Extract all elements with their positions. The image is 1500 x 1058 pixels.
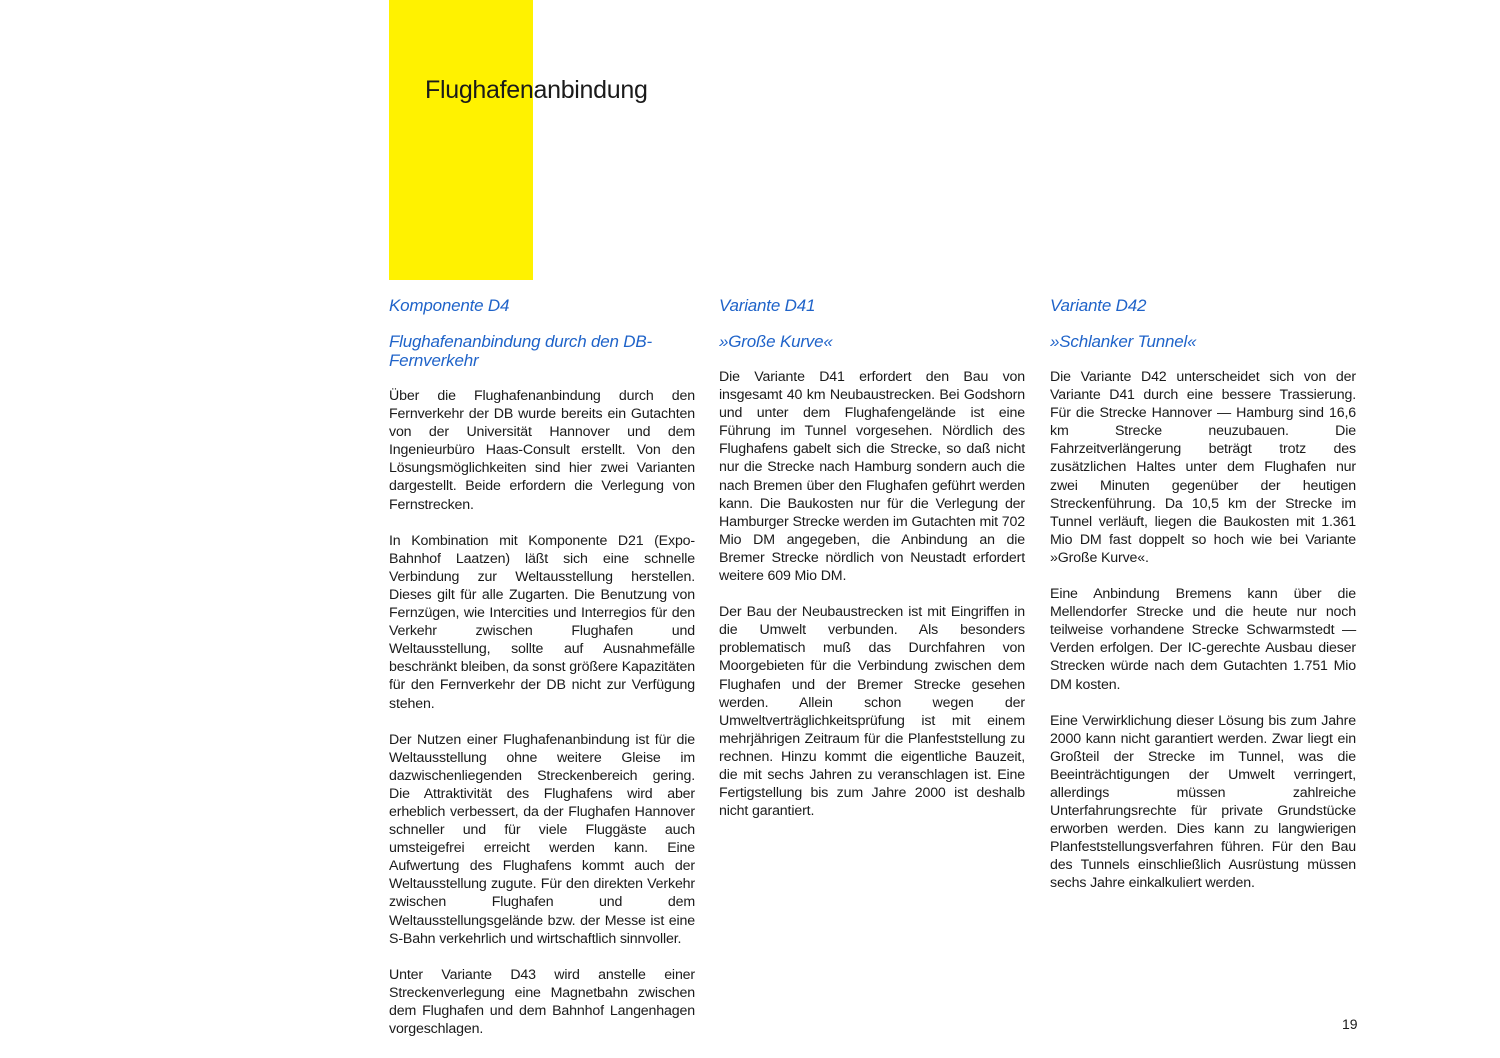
column-variante-d42 <box>1050 296 1356 911</box>
column-komponente-d4 <box>389 296 695 1056</box>
column-heading: Variante D41 <box>719 296 816 315</box>
page-number: 19 <box>1342 1016 1358 1032</box>
body-paragraph: Eine Verwirklichung dieser Lösung bis zum Jahre 2000 kann nicht garantiert werden. Zwar liegt ein Großteil der Strecke im Tunnel, was die Beeinträchtigungen der Umwelt verringert, allerdings müssen zahlreiche Unterfahrungsrechte für private Grundstücke erworben werden. Dies kann zu langwierigen Planfeststellungsverfahren führen. Für den Bau des Tunnels einschließlich Ausrüstung müssen sechs Jahre einkalkuliert werden. <box>1050 712 1356 892</box>
column-subheading: Flughafenanbindung durch den DB-Fernverkehr <box>389 332 652 370</box>
body-paragraph: Eine Anbindung Bremens kann über die Mellendorfer Strecke und die heute nur noch teilweise vorhandene Strecke Schwarmstedt — Verden erfolgen. Der IC-gerechte Ausbau dieser Strecken würde nach dem Gutachten 1.751 Mio DM kosten. <box>1050 586 1356 693</box>
column-subheading: »Große Kurve« <box>719 332 833 351</box>
body-paragraph: Der Bau der Neubaustrecken ist mit Eingriffen in die Umwelt verbunden. Als besonders problematisch muß das Durchfahren von Moorgebieten für die Verbindung zwischen dem Flughafen und der Bremer Strecke gesehen werden. Allein schon wegen der Umweltverträglichkeitsprüfung ist mit einem mehrjährigen Zeitraum für die Planfeststellung zu rechnen. Hinzu kommt die eigentliche Bauzeit, die mit sechs Jahren zu veranschlagen ist. Eine Fertigstellung bis zum Jahre 2000 ist deshalb nicht garantiert. <box>719 604 1025 820</box>
column-subheading: »Schlanker Tunnel« <box>1050 332 1197 351</box>
yellow-accent-block <box>389 0 533 280</box>
body-paragraph: Die Variante D42 unterscheidet sich von der Variante D41 durch eine bessere Trassierung. Für die Strecke Hannover — Hamburg sind 16,6 km Strecke neuzubauen. Die Fahrzeitverlängerung beträgt trotz des zusätzlichen Haltes unter dem Flughafen nur zwei Minuten gegenüber der heutigen Streckenführung. Da 10,5 km der Strecke im Tunnel verläuft, liegen die Baukosten mit 1.361 Mio DM fast doppelt so hoch wie bei Variante »Große Kurve«. <box>1050 369 1356 566</box>
body-paragraph: Unter Variante D43 wird anstelle einer Streckenverlegung eine Magnetbahn zwischen dem Flughafen und dem Bahnhof Langenhagen vorgeschlagen. <box>389 966 695 1037</box>
page-title: Flughafenanbindung <box>425 76 648 104</box>
column-heading: Komponente D4 <box>389 296 510 315</box>
column-heading: Variante D42 <box>1050 296 1147 315</box>
body-paragraph: Der Nutzen einer Flughafenanbindung ist für die Weltausstellung ohne weitere Gleise im dazwischenliegenden Streckenbereich gering. Die Attraktivität des Flughafens wird aber erheblich verbessert, da der Flughafen Hannover schneller und für viele Fluggäste auch umsteigefrei erreicht werden kann. Eine Aufwertung des Flughafens kommt auch der Weltausstellung zugute. Für den direkten Verkehr zwischen Flughafen und dem Weltausstellungsgelände bzw. der Messe ist eine S-Bahn verkehrlich und wirtschaftlich sinnvoller. <box>389 731 695 947</box>
body-paragraph: In Kombination mit Komponente D21 (Expo-Bahnhof Laatzen) läßt sich eine schnelle Verbindung zur Weltausstellung herstellen. Dieses gilt für alle Zugarten. Die Benutzung von Fernzügen, wie Intercities und Interregios für den Verkehr zwischen Flughafen und Weltausstellung, sollte auf Ausnahmefälle beschränkt bleiben, da sonst größere Kapazitäten für den Fernverkehr der DB nicht zur Verfügung stehen. <box>389 532 695 712</box>
body-paragraph: Die Variante D41 erfordert den Bau von insgesamt 40 km Neubaustrecken. Bei Godshorn und unter dem Flughafengelände ist eine Führung im Tunnel vorgesehen. Nördlich des Flughafens gabelt sich die Strecke, so daß nicht nur die Strecke nach Hamburg sondern auch die nach Bremen über den Flughafen geführt werden kann. Die Baukosten nur für die Verlegung der Hamburger Strecke werden im Gutachten mit 702 Mio DM angegeben, die Anbindung an die Bremer Strecke nördlich von Neustadt erfordert weitere 609 Mio DM. <box>719 369 1025 585</box>
column-variante-d41 <box>719 296 1025 838</box>
body-paragraph: Über die Flughafenanbindung durch den Fernverkehr der DB wurde bereits ein Gutachten von der Universität Hannover und dem Ingenieurbüro Haas-Consult erstellt. Von den Lösungsmöglichkeiten sind hier zwei Varianten dargestellt. Beide erfordern die Verlegung von Fernstrecken. <box>389 388 695 513</box>
